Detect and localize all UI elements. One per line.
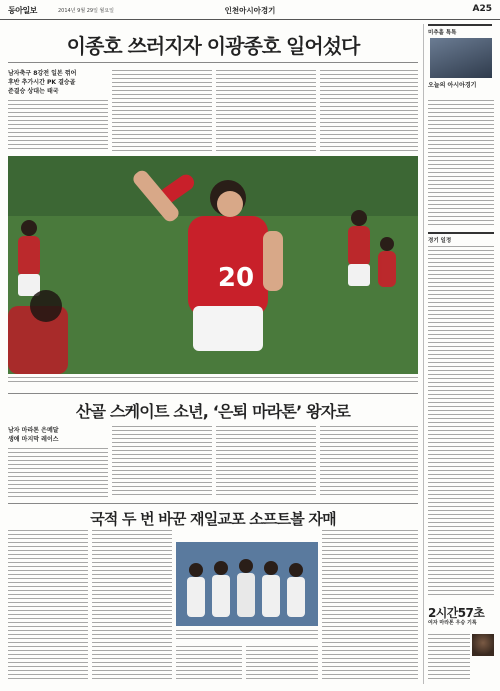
- schedule-listing: [428, 246, 494, 598]
- page-number: A25: [472, 4, 492, 14]
- third-body-col-5: [322, 530, 418, 680]
- main-body-col-4: [320, 70, 418, 152]
- main-body-col-1: [8, 100, 108, 152]
- second-subhead-1: 남자 마라톤 은메달: [8, 427, 59, 434]
- issue-date: 2014년 9월 29일 월요일: [58, 8, 115, 14]
- main-subhead-2: 후반 추가시간 PK 결승골: [8, 79, 76, 86]
- third-body-col-3: [176, 646, 242, 682]
- photo-caption: [8, 377, 418, 385]
- third-body-col-4: [246, 646, 318, 682]
- svg-text:20: 20: [217, 263, 255, 293]
- right-column-header: 미추홀 톡톡: [428, 24, 492, 34]
- team-photo-caption: [176, 630, 318, 642]
- second-body-col-4: [320, 426, 418, 498]
- softball-team-photo: [176, 542, 318, 626]
- second-subheads: [8, 426, 59, 444]
- feature-title: 오늘의 아시아경기: [428, 82, 477, 89]
- schedule-title: 경기 일정: [428, 232, 494, 244]
- caption-text: [8, 377, 418, 385]
- masthead: [0, 0, 500, 20]
- section-rule-3: [8, 503, 418, 504]
- second-subhead-2: 생애 마지막 레이스: [8, 436, 59, 443]
- big-number: 2시간57초: [428, 606, 485, 620]
- main-headline: 이종호 쓰러지자 이광종호 일어섰다: [66, 34, 360, 58]
- main-subhead-1: 남자축구 8강전 일본 꺾어: [8, 70, 77, 77]
- second-body-col-3: [216, 426, 316, 498]
- third-body-col-2: [92, 530, 172, 680]
- main-body-col-3: [216, 70, 316, 152]
- big-number-body: [428, 634, 470, 682]
- column-divider: [423, 24, 424, 684]
- second-body-col-1: [8, 448, 108, 498]
- main-subheads: [8, 69, 76, 96]
- match-photo: [8, 156, 418, 374]
- big-number-subtitle: 여자 마라톤 우승 기록: [428, 620, 477, 626]
- main-subhead-3: 준결승 상대는 태국: [8, 88, 59, 95]
- second-headline: 산골 스케이트 소년, ‘은퇴 마라톤’ 왕자로: [75, 402, 351, 421]
- second-body-col-2: [112, 426, 212, 498]
- main-body-col-2: [112, 70, 212, 152]
- section-rule-2: [8, 393, 418, 394]
- third-body-col-1: [8, 530, 88, 680]
- softball-photo-graphic: [176, 542, 318, 626]
- paper-name: 동아일보: [8, 6, 37, 15]
- right-column-body: [428, 100, 494, 228]
- section-title: 인천아시아경기: [224, 6, 276, 15]
- right-column-photo: [430, 38, 492, 78]
- runner-thumbnail: [472, 634, 494, 656]
- match-photo-graphic: [8, 156, 418, 374]
- third-headline: 국적 두 번 바꾼 재일교포 소프트볼 자매: [90, 510, 336, 528]
- headline-rule: [8, 62, 418, 63]
